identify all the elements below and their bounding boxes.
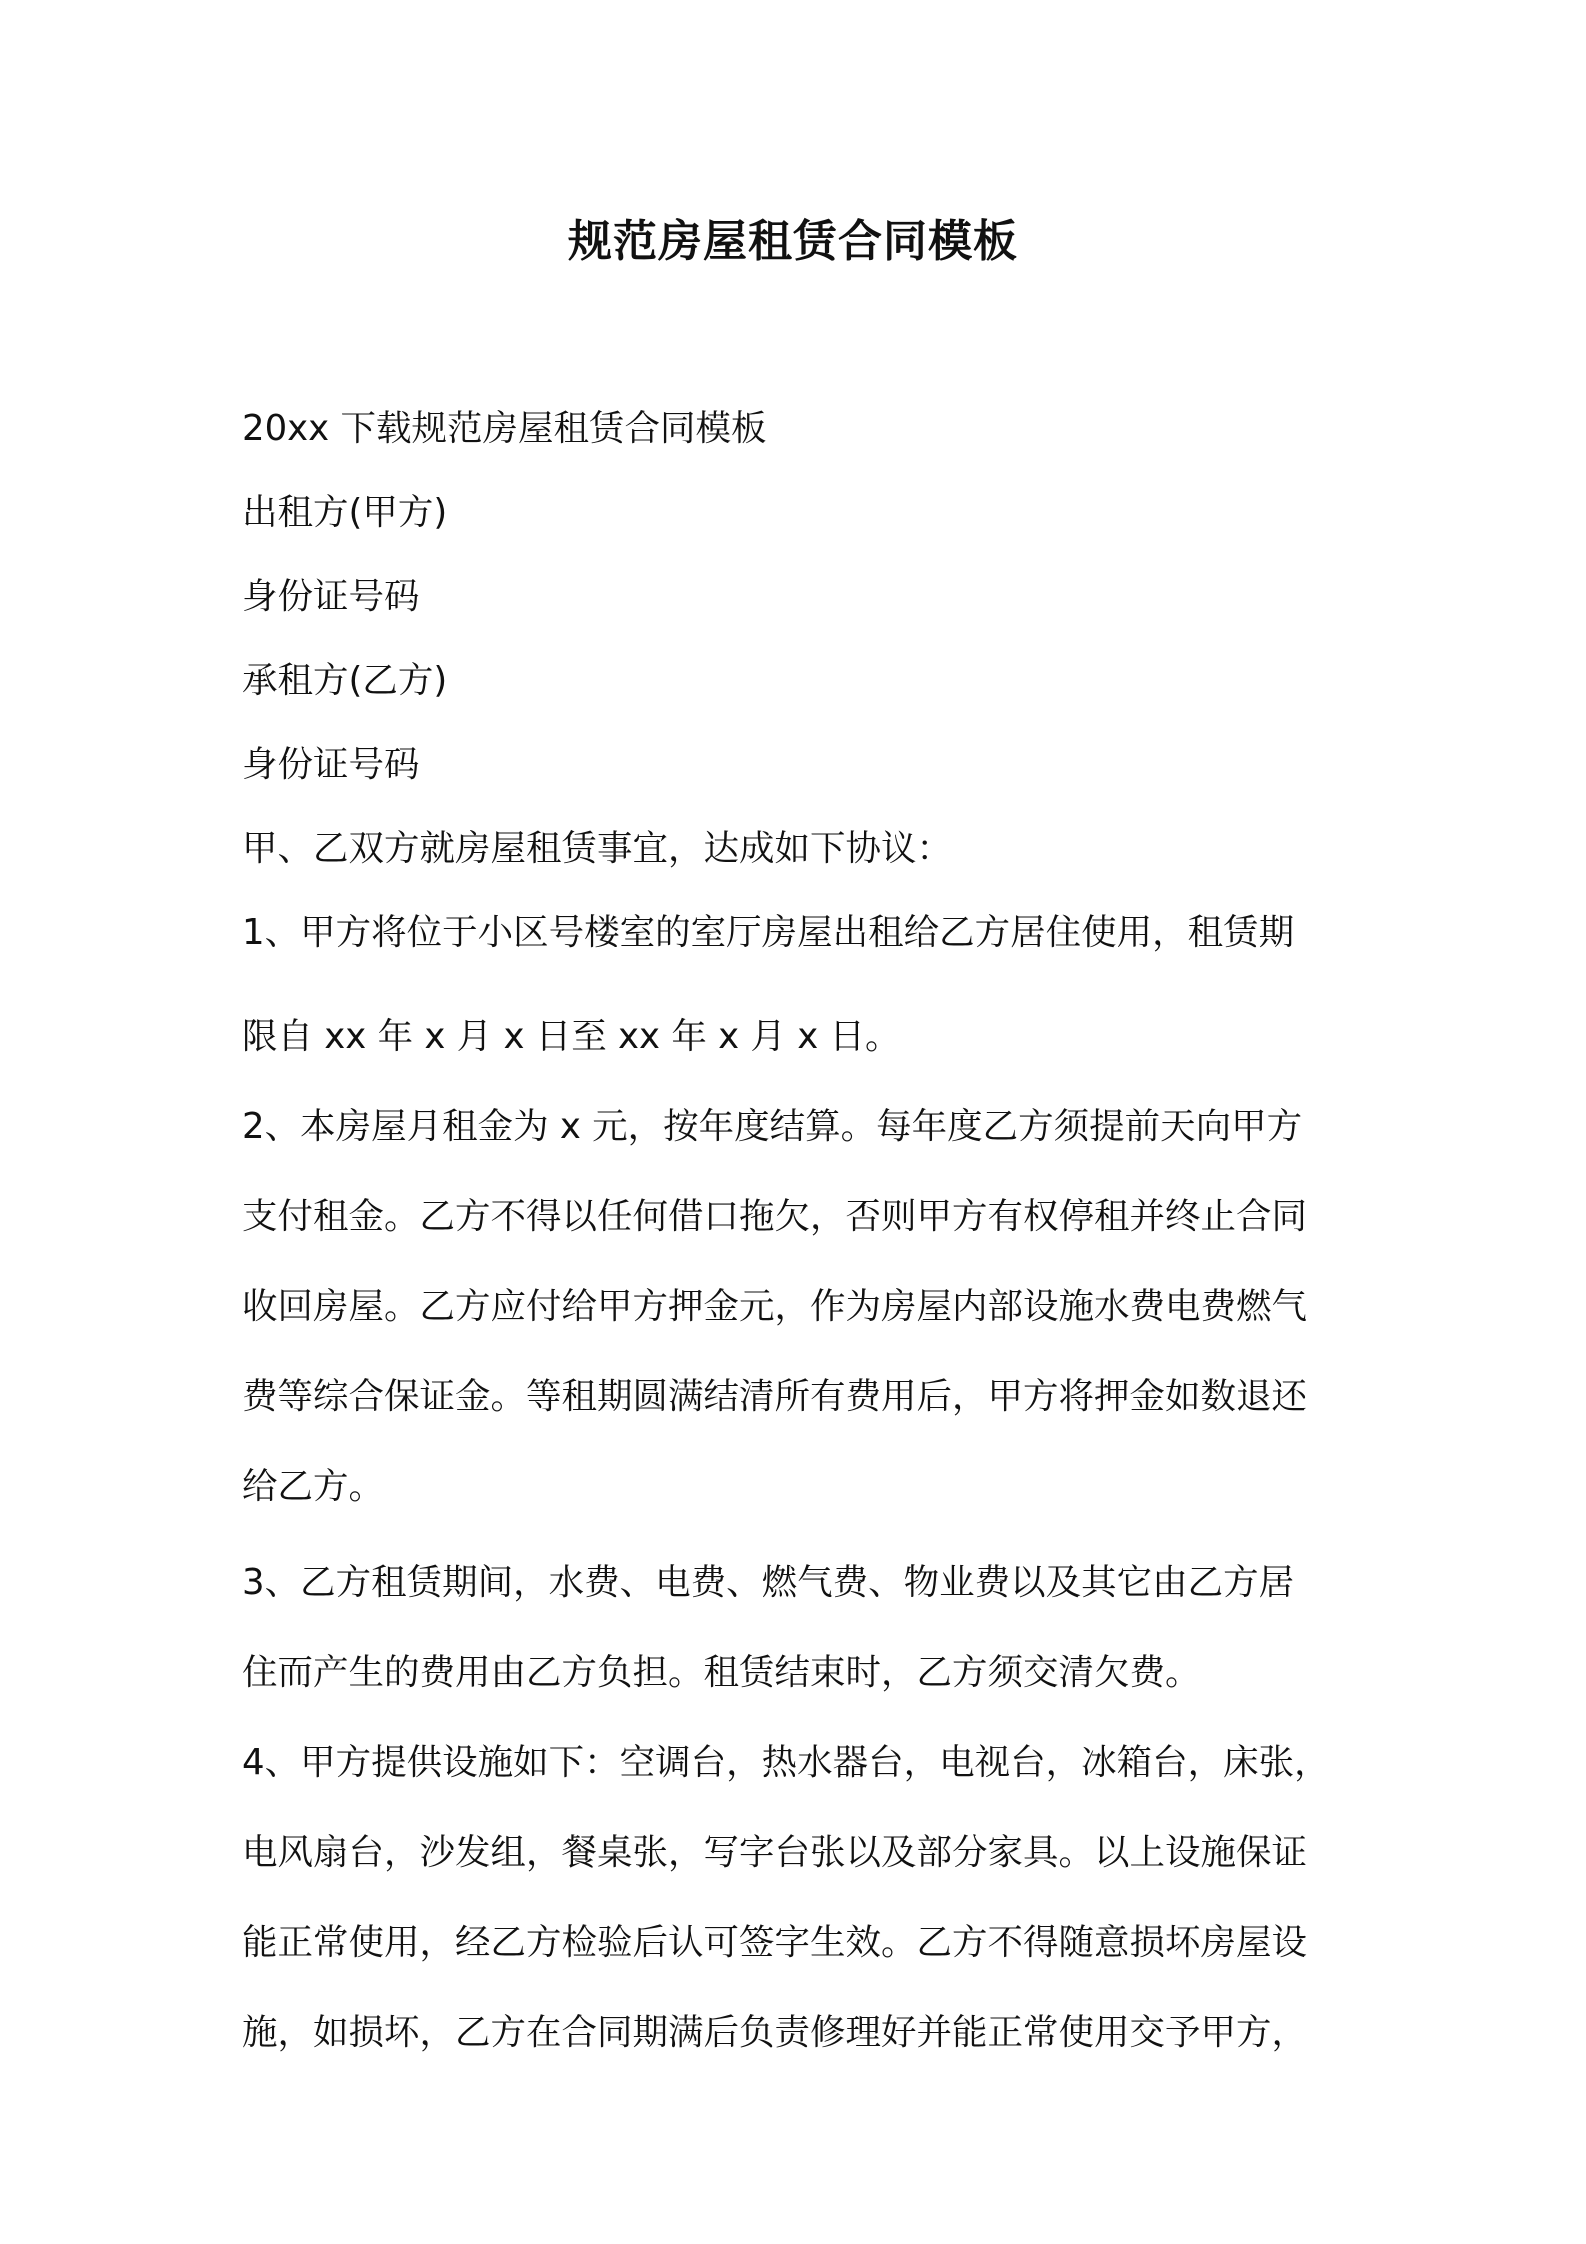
clause-2-line-1: 2、本房屋月租金为 x 元，按年度结算。每年度乙方须提前天向甲方 [242,1106,1303,1147]
clause-2-line-3: 收回房屋。乙方应付给甲方押金元，作为房屋内部设施水费电费燃气 [242,1286,1308,1327]
document-title: 规范房屋租赁合同模板 [568,216,1018,267]
lessee-line: 承租方(乙方) [242,660,448,701]
clause-1-line-2: 限自 xx 年 x 月 x 日至 xx 年 x 月 x 日。 [242,1016,901,1057]
lessor-line: 出租方(甲方) [242,492,448,533]
clause-3-line-1: 3、乙方租赁期间，水费、电费、燃气费、物业费以及其它由乙方居 [242,1562,1295,1603]
lessee-id-line: 身份证号码 [242,744,420,785]
clause-2-line-2: 支付租金。乙方不得以任何借口拖欠，否则甲方有权停租并终止合同 [242,1196,1308,1237]
agreement-intro-line: 甲、乙双方就房屋租赁事宜，达成如下协议： [242,828,953,869]
lessor-id-line: 身份证号码 [242,576,420,617]
clause-2-line-5: 给乙方。 [242,1466,385,1507]
clause-3-line-2: 住而产生的费用由乙方负担。租赁结束时，乙方须交清欠费。 [242,1652,1201,1693]
clause-1-line-1: 1、甲方将位于小区号楼室的室厅房屋出租给乙方居住使用，租赁期 [242,912,1295,953]
clause-4-line-1: 4、甲方提供设施如下：空调台，热水器台，电视台，冰箱台，床张， [242,1742,1330,1783]
clause-4-line-2: 电风扇台，沙发组，餐桌张，写字台张以及部分家具。以上设施保证 [242,1832,1308,1873]
document-body [242,405,1372,2057]
intro-line: 20xx 下载规范房屋租赁合同模板 [242,408,767,449]
clause-4-line-3: 能正常使用，经乙方检验后认可签字生效。乙方不得随意损坏房屋设 [242,1922,1308,1963]
clause-2-line-4: 费等综合保证金。等租期圆满结清所有费用后，甲方将押金如数退还 [242,1376,1308,1417]
clause-4-line-4: 施，如损坏，乙方在合同期满后负责修理好并能正常使用交予甲方， [242,2012,1308,2053]
